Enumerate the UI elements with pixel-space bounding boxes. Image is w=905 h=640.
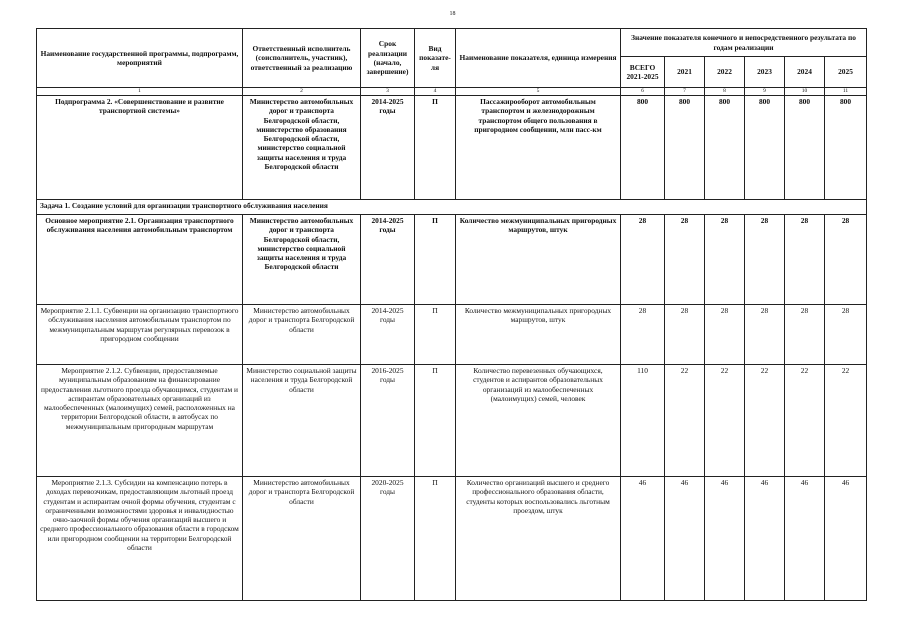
row-value-2025: 28 <box>825 305 867 365</box>
header-executor: Ответственный исполнитель (соисполнитель, участник), ответственный за реализацию <box>243 29 361 88</box>
page-number: 18 <box>449 11 456 17</box>
header-indicator: Наименование показателя, единица измерения <box>456 29 621 88</box>
row-executor: Министерство автомобильных дорог и транспорта Белгородской области, министерство образования Белгородской области, министерство социальной защиты населения и труда Белгородской области <box>243 96 361 200</box>
row-value-2024: 28 <box>785 305 825 365</box>
row-term: 2020-2025 годы <box>361 477 415 601</box>
header-year: 2025 <box>825 57 867 88</box>
row-value-2022: 800 <box>705 96 745 200</box>
column-number: 6 <box>621 88 665 96</box>
row-term: 2016-2025 годы <box>361 365 415 477</box>
row-value-2021: 28 <box>665 305 705 365</box>
row-value-2021: 800 <box>665 96 705 200</box>
row-type: П <box>415 305 456 365</box>
row-value-2022: 46 <box>705 477 745 601</box>
header-row-top <box>37 29 867 57</box>
column-number: 1 <box>37 88 243 96</box>
row-type: П <box>415 477 456 601</box>
row-value-total: 46 <box>621 477 665 601</box>
row-indicator: Пассажирооборот автомобильным транспортом и железнодорожным транспортом общего пользования в пригородном сообщении, млн пасс-км <box>456 96 621 200</box>
column-number: 9 <box>745 88 785 96</box>
row-value-2023: 28 <box>745 215 785 305</box>
row-value-total: 28 <box>621 305 665 365</box>
row-term: 2014-2025 годы <box>361 215 415 305</box>
table-row <box>37 215 867 305</box>
task-row <box>37 200 867 215</box>
row-indicator: Количество организаций высшего и среднего профессионального образования области, студенты которых воспользовались льготным проездом, штук <box>456 477 621 601</box>
header-values-group: Значение показателя конечного и непосредственного результата по годам реализации <box>621 29 867 57</box>
column-number: 10 <box>785 88 825 96</box>
column-number: 3 <box>361 88 415 96</box>
row-value-2023: 46 <box>745 477 785 601</box>
row-value-2022: 28 <box>705 305 745 365</box>
row-type: П <box>415 365 456 477</box>
header-year: 2024 <box>785 57 825 88</box>
row-value-2021: 46 <box>665 477 705 601</box>
row-name: Мероприятие 2.1.2. Субвенции, предоставляемые муниципальным образованиям на финансирование предоставления льготного проезда обучающимся, студентам и аспирантам образовательных организаций из малообеспеченных (малоимущих) семей, расположенных на территории Белгородской области, в автобусах по межмуниципальным пригородным маршрутам <box>37 365 243 477</box>
row-value-2024: 22 <box>785 365 825 477</box>
row-value-total: 110 <box>621 365 665 477</box>
row-name: Мероприятие 2.1.1. Субвенции на организацию транспортного обслуживания населения автомобильным транспортом по межмуниципальным маршрутам регулярных перевозок в пригородном сообщении <box>37 305 243 365</box>
column-numbers-row <box>37 88 867 96</box>
task-title: Задача 1. Создание условий для организации транспортного обслуживания населения <box>37 200 867 215</box>
row-value-total: 28 <box>621 215 665 305</box>
row-name: Мероприятие 2.1.3. Субсидии на компенсацию потерь в доходах перевозчикам, предоставляющим льготный проезд студентам и аспирантам очной формы обучения, студентам с ограниченными возможностями здоровья и инвалидностью очно-заочной формы обучения организаций высшего и среднего профессионального образования области в городском или пригородном сообщении на территории Белгородской области <box>37 477 243 601</box>
row-value-2024: 28 <box>785 215 825 305</box>
row-value-2021: 28 <box>665 215 705 305</box>
row-value-2024: 800 <box>785 96 825 200</box>
header-year: 2022 <box>705 57 745 88</box>
row-executor: Министерство автомобильных дорог и транспорта Белгородской области, министерство социальной защиты населения и труда Белгородской области <box>243 215 361 305</box>
program-table <box>36 28 867 601</box>
row-value-total: 800 <box>621 96 665 200</box>
header-total: ВСЕГО 2021-2025 <box>621 57 665 88</box>
row-value-2025: 28 <box>825 215 867 305</box>
table-row <box>37 365 867 477</box>
column-number: 4 <box>415 88 456 96</box>
row-value-2022: 22 <box>705 365 745 477</box>
row-value-2024: 46 <box>785 477 825 601</box>
header-type: Вид показате-ля <box>415 29 456 88</box>
row-term: 2014-2025 годы <box>361 96 415 200</box>
table-row <box>37 477 867 601</box>
table-row <box>37 305 867 365</box>
header-name: Наименование государственной программы, подпрограмм, мероприятий <box>37 29 243 88</box>
row-type: П <box>415 96 456 200</box>
row-indicator: Количество межмуниципальных пригородных маршрутов, штук <box>456 215 621 305</box>
row-value-2021: 22 <box>665 365 705 477</box>
column-number: 8 <box>705 88 745 96</box>
column-number: 7 <box>665 88 705 96</box>
column-number: 2 <box>243 88 361 96</box>
column-number: 5 <box>456 88 621 96</box>
row-value-2023: 28 <box>745 305 785 365</box>
row-term: 2014-2025 годы <box>361 305 415 365</box>
row-executor: Министерство социальной защиты населения и труда Белгородской области <box>243 365 361 477</box>
table-row <box>37 96 867 200</box>
row-value-2022: 28 <box>705 215 745 305</box>
row-type: П <box>415 215 456 305</box>
row-name: Подпрограмма 2. «Совершенствование и развитие транспортной системы» <box>37 96 243 200</box>
row-name: Основное мероприятие 2.1. Организация транспортного обслуживания населения автомобильным транспортом <box>37 215 243 305</box>
header-term: Срок реализации (начало, завершение) <box>361 29 415 88</box>
row-executor: Министерство автомобильных дорог и транспорта Белгородской области <box>243 477 361 601</box>
row-value-2025: 46 <box>825 477 867 601</box>
column-number: 11 <box>825 88 867 96</box>
row-indicator: Количество перевезенных обучающихся, студентов и аспирантов образовательных организаций из малообеспеченных (малоимущих) семей, человек <box>456 365 621 477</box>
row-indicator: Количество межмуниципальных пригородных маршрутов, штук <box>456 305 621 365</box>
row-value-2023: 22 <box>745 365 785 477</box>
row-value-2023: 800 <box>745 96 785 200</box>
row-value-2025: 22 <box>825 365 867 477</box>
header-year: 2021 <box>665 57 705 88</box>
row-executor: Министерство автомобильных дорог и транспорта Белгородской области <box>243 305 361 365</box>
header-year: 2023 <box>745 57 785 88</box>
row-value-2025: 800 <box>825 96 867 200</box>
